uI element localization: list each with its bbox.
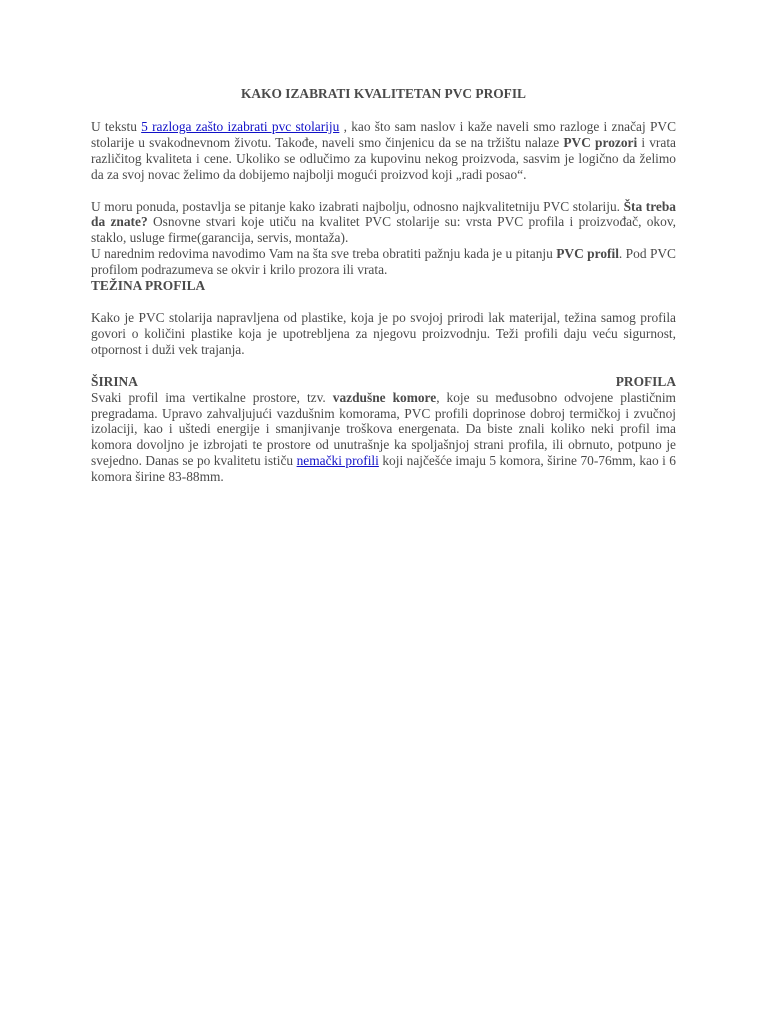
heading-sirina-left: ŠIRINA bbox=[91, 373, 138, 389]
offer-text-1: U moru ponuda, postavlja se pitanje kako izabrati najbolju, odnosno najkvalitetniju PVC stolariju. bbox=[91, 198, 624, 214]
heading-sirina-right: PROFILA bbox=[615, 373, 676, 389]
width-text-3: koji najčešće imaju 5 komora, širine 70-76mm, kao i 6 komora širine 83-88mm. bbox=[91, 453, 676, 485]
document-title: KAKO IZABRATI KVALITETAN PVC PROFIL bbox=[241, 86, 526, 101]
link-5-razloga[interactable]: 5 razloga zašto izabrati pvc stolariju bbox=[141, 118, 340, 134]
weight-paragraph: Kako je PVC stolarija napravljena od plastike, koja je po svojoj prirodi lak materijal, težina samog profila govori o količini plastike koja je upotrebljena za njegovu proizvodnju. Teži profili daju veću sigurnost, otpornost i duži vek trajanja. bbox=[91, 309, 676, 357]
width-text-2: , koje su međusobno odvojene plastičnim pregradama. Upravo zahvaljujući vazdušnim komorama, PVC profili doprinose dobroj termičkoj i zvučnoj izolaciji, kao i uštedi energije i smanjivanje troškova energenata. Da biste znali koliko neki profil ima komora dovoljno je izbrojati te prostore od unutrašnje ka spoljašnjoj strani profila, ili obrnuto, potpuno je svejedno. Danas se po kvalitetu ističu bbox=[91, 389, 676, 469]
offer-paragraph bbox=[91, 199, 676, 279]
offer-text-2: Osnovne stvari koje utiču na kvalitet PVC stolarije su: vrsta PVC profila i proizvođač, okov, staklo, usluge firme(garancija, servis, montaža). bbox=[91, 214, 676, 246]
intro-text-2: , kao što sam naslov i kaže naveli smo razloge i značaj PVC stolarije u svakodnevnom životu. Takođe, naveli smo činjenicu da se na tržištu nalaze bbox=[91, 118, 677, 150]
width-text-1: Svaki profil ima vertikalne prostore, tzv. bbox=[91, 389, 333, 405]
offer-text-4: . Pod PVC profilom podrazumeva se okvir i krilo prozora ili vrata. bbox=[91, 246, 676, 278]
intro-text-1: U tekstu bbox=[91, 118, 142, 134]
link-nemacki-profili[interactable]: nemački profili bbox=[296, 453, 379, 469]
offer-bold-question: Šta treba da znate? bbox=[91, 198, 676, 230]
intro-bold-pvc-prozori: PVC prozori bbox=[563, 134, 638, 150]
width-paragraph bbox=[91, 390, 676, 485]
intro-text-3: i vrata različitog kvaliteta i cene. Ukoliko se odlučimo za kupovinu nekog proizvoda, sasvim je logično da želimo da za svoj novac želimo da dobijemo najbolji mogući proizvod koji „radi posao“. bbox=[91, 134, 676, 182]
heading-tezina-profila: TEŽINA PROFILA bbox=[91, 278, 206, 294]
heading-sirina-profila bbox=[91, 374, 676, 390]
document-page bbox=[91, 86, 676, 485]
offer-text-3: U narednim redovima navodimo Vam na šta sve treba obratiti pažnju kada je u pitanju bbox=[91, 246, 557, 262]
offer-bold-pvc-profil: PVC profil bbox=[556, 246, 619, 262]
intro-paragraph bbox=[91, 119, 676, 183]
width-bold-vazdusne-komore: vazdušne komore bbox=[332, 389, 437, 405]
